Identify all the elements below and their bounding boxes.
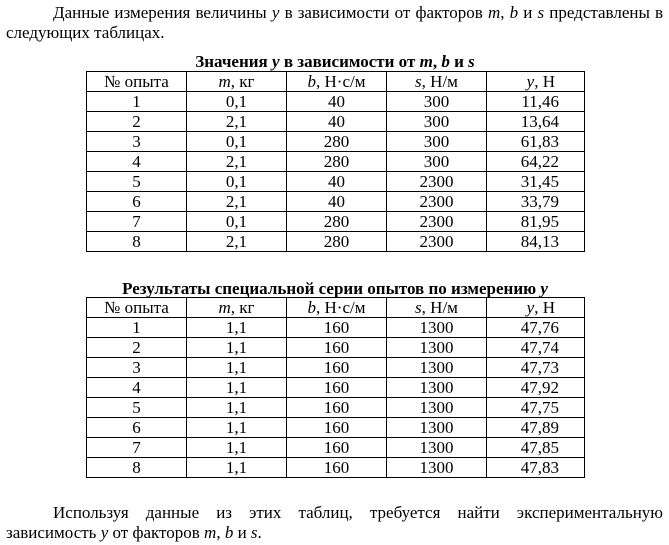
cell-s: 300 (387, 112, 487, 132)
cell-y: 47,74 (487, 338, 585, 358)
conclusion-text: зависимость (6, 523, 97, 542)
cell-y: 47,76 (487, 318, 585, 338)
cell-s: 300 (387, 92, 487, 112)
header-b (287, 72, 387, 92)
unit: , Н (534, 298, 555, 317)
cell-m: 2,1 (187, 192, 287, 212)
title-text: Значения (195, 52, 268, 71)
cell-b: 40 (287, 112, 387, 132)
table-row (87, 318, 585, 338)
cell-y: 47,89 (487, 418, 585, 438)
cell-b: 160 (287, 338, 387, 358)
cell-experiment-no: 7 (87, 438, 187, 458)
header-y (487, 298, 585, 318)
var-b: b (224, 523, 234, 542)
cell-s: 300 (387, 132, 487, 152)
var-b: b (307, 298, 317, 317)
cell-experiment-no: 3 (87, 132, 187, 152)
cell-m: 1,1 (187, 378, 287, 398)
table-row (87, 192, 585, 212)
cell-s: 1300 (387, 398, 487, 418)
intro-paragraph (6, 3, 663, 43)
cell-y: 31,45 (487, 172, 585, 192)
intro-line-1 (6, 3, 663, 23)
cell-b: 40 (287, 92, 387, 112)
var-s: s (250, 523, 258, 542)
cell-b: 40 (287, 192, 387, 212)
unit: , Н·с/м (316, 298, 366, 317)
var-m: m (218, 298, 231, 317)
cell-b: 280 (287, 232, 387, 252)
table-row (87, 172, 585, 192)
title-text: в зависимости от (283, 52, 416, 71)
cell-experiment-no: 2 (87, 112, 187, 132)
cell-m: 0,1 (187, 132, 287, 152)
table-row (87, 232, 585, 252)
cell-experiment-no: 2 (87, 338, 187, 358)
cell-s: 1300 (387, 418, 487, 438)
cell-y: 47,73 (487, 358, 585, 378)
conclusion-paragraph (6, 503, 663, 543)
cell-y: 81,95 (487, 212, 585, 232)
var-b: b (307, 72, 317, 91)
title-text: Результаты специальной серии опытов по измерению (122, 279, 537, 298)
cell-s: 1300 (387, 358, 487, 378)
cell-s: 2300 (387, 232, 487, 252)
cell-m: 1,1 (187, 438, 287, 458)
unit: , кг (230, 298, 255, 317)
cell-m: 0,1 (187, 92, 287, 112)
cell-y: 64,22 (487, 152, 585, 172)
var-s: s (415, 72, 422, 91)
conclusion-line-2 (6, 523, 663, 543)
cell-y: 47,85 (487, 438, 585, 458)
cell-experiment-no: 5 (87, 172, 187, 192)
cell-experiment-no: 1 (87, 318, 187, 338)
var-y: y (526, 72, 535, 91)
cell-b: 160 (287, 438, 387, 458)
cell-b: 280 (287, 212, 387, 232)
unit: , Н/м (421, 298, 458, 317)
cell-s: 1300 (387, 318, 487, 338)
table-row (87, 212, 585, 232)
var-m: m (218, 72, 231, 91)
punct: , (216, 523, 221, 542)
cell-y: 13,64 (487, 112, 585, 132)
cell-m: 2,1 (187, 152, 287, 172)
cell-s: 2300 (387, 212, 487, 232)
conclusion-text: от факторов (112, 523, 200, 542)
header-experiment-no: № опыта (87, 72, 187, 92)
cell-s: 2300 (387, 172, 487, 192)
table-row (87, 398, 585, 418)
intro-text: представлены в (549, 3, 664, 22)
table-row (87, 92, 585, 112)
cell-experiment-no: 7 (87, 212, 187, 232)
table2-title (86, 279, 584, 299)
var-s: s (415, 298, 422, 317)
cell-y: 47,75 (487, 398, 585, 418)
table1-title (86, 52, 584, 72)
cell-y: 84,13 (487, 232, 585, 252)
header-b (287, 298, 387, 318)
var-b: b (441, 52, 450, 71)
cell-b: 280 (287, 132, 387, 152)
table-row (87, 132, 585, 152)
var-b: b (509, 3, 519, 22)
table2 (86, 297, 585, 478)
cell-s: 1300 (387, 378, 487, 398)
cell-experiment-no: 6 (87, 418, 187, 438)
var-y: y (526, 298, 535, 317)
cell-experiment-no: 8 (87, 232, 187, 252)
header-s (387, 72, 487, 92)
cell-b: 160 (287, 318, 387, 338)
var-s: s (468, 52, 475, 71)
header-experiment-no: № опыта (87, 298, 187, 318)
var-m: m (487, 3, 501, 22)
var-y: y (100, 523, 109, 542)
table-row (87, 338, 585, 358)
cell-s: 1300 (387, 458, 487, 478)
table-row (87, 378, 585, 398)
table-row (87, 152, 585, 172)
table2-header-row (87, 298, 585, 318)
table-row (87, 438, 585, 458)
cell-b: 280 (287, 152, 387, 172)
unit: , Н (534, 72, 555, 91)
header-y (487, 72, 585, 92)
cell-b: 160 (287, 418, 387, 438)
var-y: y (271, 3, 280, 22)
cell-m: 1,1 (187, 418, 287, 438)
table1-header-row (87, 72, 585, 92)
cell-s: 2300 (387, 192, 487, 212)
title-text: и (454, 52, 464, 71)
cell-m: 1,1 (187, 338, 287, 358)
var-m: m (204, 523, 217, 542)
cell-y: 47,92 (487, 378, 585, 398)
cell-m: 2,1 (187, 112, 287, 132)
header-m (187, 298, 287, 318)
cell-b: 160 (287, 358, 387, 378)
table1 (86, 71, 585, 252)
cell-experiment-no: 3 (87, 358, 187, 378)
cell-m: 2,1 (187, 232, 287, 252)
conclusion-text: и (237, 523, 247, 542)
cell-y: 47,83 (487, 458, 585, 478)
table-row (87, 458, 585, 478)
cell-b: 160 (287, 398, 387, 418)
var-m: m (419, 52, 433, 71)
cell-m: 0,1 (187, 172, 287, 192)
cell-s: 1300 (387, 338, 487, 358)
table-row (87, 112, 585, 132)
cell-b: 160 (287, 378, 387, 398)
cell-m: 1,1 (187, 458, 287, 478)
intro-text: Данные измерения величины (53, 3, 267, 22)
punct: , (500, 3, 505, 22)
unit: , кг (230, 72, 255, 91)
cell-m: 1,1 (187, 398, 287, 418)
cell-experiment-no: 8 (87, 458, 187, 478)
cell-experiment-no: 4 (87, 378, 187, 398)
table-row (87, 418, 585, 438)
conclusion-line-1: Используя данные из этих таблиц, требуется найти экспериментальную (53, 503, 663, 522)
punct: , (432, 52, 438, 71)
cell-m: 1,1 (187, 318, 287, 338)
cell-s: 300 (387, 152, 487, 172)
cell-y: 11,46 (487, 92, 585, 112)
cell-m: 0,1 (187, 212, 287, 232)
cell-b: 160 (287, 458, 387, 478)
punct: . (257, 523, 262, 542)
var-s: s (537, 3, 545, 22)
header-s (387, 298, 487, 318)
header-m (187, 72, 287, 92)
cell-experiment-no: 5 (87, 398, 187, 418)
cell-b: 40 (287, 172, 387, 192)
unit: , Н/м (421, 72, 458, 91)
cell-m: 1,1 (187, 358, 287, 378)
cell-y: 33,79 (487, 192, 585, 212)
var-y: y (540, 279, 548, 298)
cell-experiment-no: 6 (87, 192, 187, 212)
unit: , Н·с/м (316, 72, 366, 91)
var-y: y (272, 52, 280, 71)
cell-experiment-no: 1 (87, 92, 187, 112)
intro-text: и (523, 3, 533, 22)
intro-text: в зависимости от факторов (284, 3, 483, 22)
cell-experiment-no: 4 (87, 152, 187, 172)
cell-s: 1300 (387, 438, 487, 458)
table-row (87, 358, 585, 378)
intro-line-2: следующих таблицах. (6, 23, 165, 42)
cell-y: 61,83 (487, 132, 585, 152)
